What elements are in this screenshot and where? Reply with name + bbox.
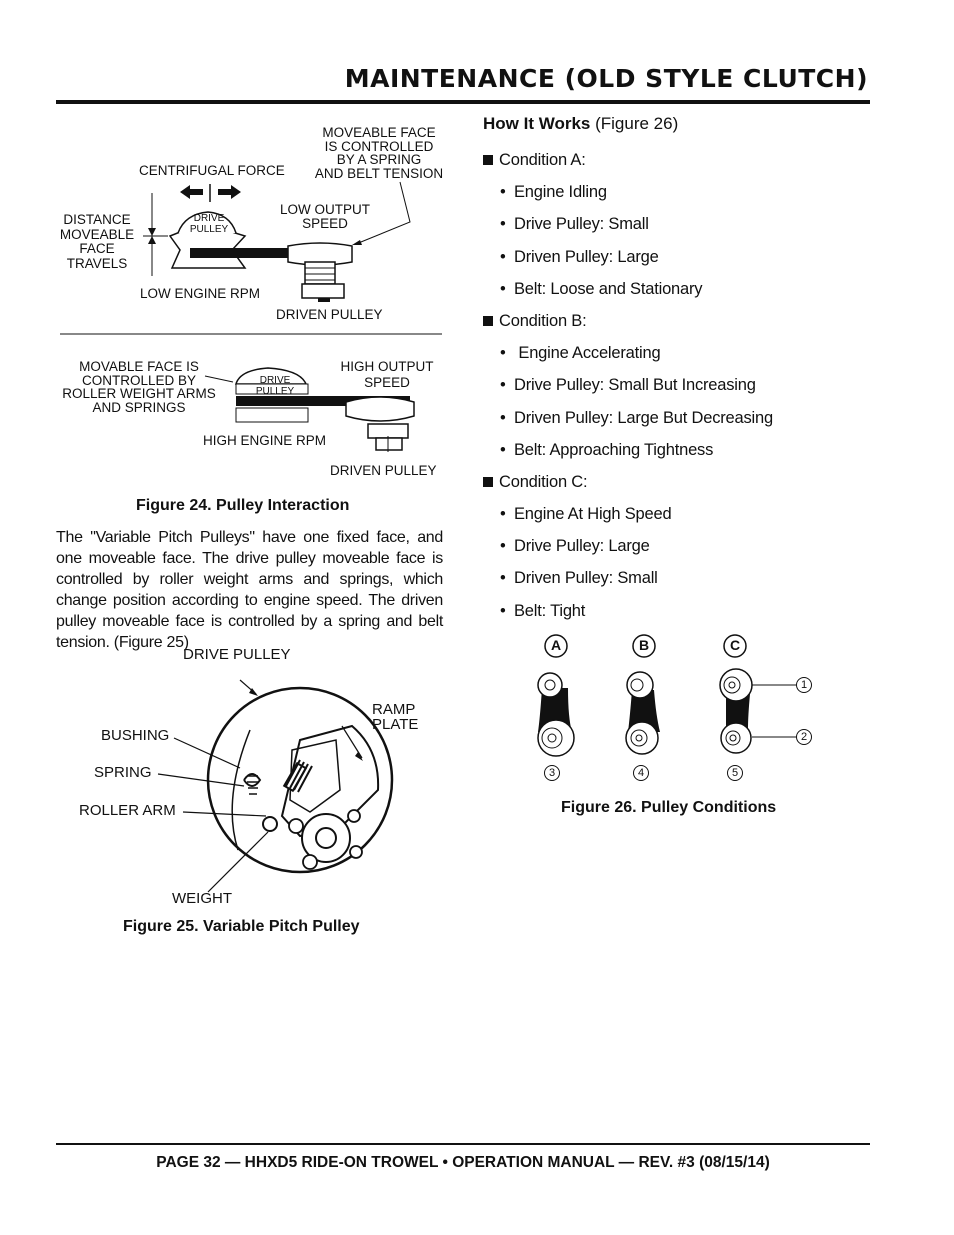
centrifugal-force-label: CENTRIFUGAL FORCE [139,163,285,178]
page-title: MAINTENANCE (OLD STYLE CLUTCH) [344,64,868,93]
weight-callout: WEIGHT [172,890,232,907]
driven-pulley-label-bottom: DRIVEN PULLEY [330,463,437,478]
drive-pulley-label-top: DRIVE PULLEY [189,213,229,235]
figure-24 [0,0,460,520]
list-item: • Drive Pulley: Large [500,537,650,556]
label-b: B [638,637,650,653]
conditions-list [483,148,863,631]
list-item: • Belt: Tight [500,601,586,620]
label-a: A [550,637,562,653]
list-item: • Driven Pulley: Large [500,247,659,266]
centrifugal-force-arrows [180,184,241,202]
callout-2: 2 [800,731,808,743]
page-footer: PAGE 32 — HHXD5 RIDE-ON TROWEL • OPERATION MANUAL — REV. #3 (08/15/14) [156,1154,770,1171]
list-item: • Drive Pulley: Small But Increasing [500,376,756,395]
spring-callout: SPRING [94,764,152,781]
low-engine-label: LOW ENGINE RPM [140,286,261,301]
condition-c: Condition C: [483,470,863,502]
travel-arrows [143,193,168,276]
figure-26-caption: Figure 26. Pulley Conditions [561,799,777,816]
distance-label: DISTANCE MOVEABLE FACE TRAVELS [59,212,135,271]
figure-25-caption: Figure 25. Variable Pitch Pulley [123,918,360,935]
list-item: • Engine At High Speed [500,505,672,524]
list-item: • Belt: Loose and Stationary [500,279,703,298]
callout-4: 4 [637,767,645,779]
list-item: • Engine Idling [500,183,607,202]
movable-face-label: MOVABLE FACE IS CONTROLLED BY ROLLER WEIGHT ARMS AND SPRINGS [62,359,216,415]
callout-5: 5 [731,767,739,779]
driven-pulley-high [346,397,414,452]
body-paragraph: The "Variable Pitch Pulleys" have one fixed face, and one moveable face. The drive pulley moveable face is controlled by roller weight arms and springs, which change position according to engine speed. The driven pulley moveable face is controlled by a spring and belt tension. (Figure 25) [56,529,443,651]
callout-3: 3 [548,767,556,779]
figure-25 [0,640,460,920]
figure-24-caption: Figure 24. Pulley Interaction [136,497,350,514]
how-it-works-heading: How It Works (Figure 26) [483,114,679,133]
footer-rule [56,1143,870,1145]
drive-pulley-callout: DRIVE PULLEY [183,646,291,663]
drive-pulley-label-bottom: DRIVE PULLEY [255,375,295,397]
roller-arm-callout: ROLLER ARM [79,802,176,819]
list-item: • Engine Accelerating [500,344,661,363]
variable-pitch-pulley-drawing [0,640,460,920]
list-item: • Driven Pulley: Large But Decreasing [500,408,773,427]
list-item: • Belt: Approaching Tightness [500,440,714,459]
bushing-callout: BUSHING [101,727,170,744]
high-output-label: HIGH OUTPUT SPEED [340,359,434,390]
list-item: • Drive Pulley: Small [500,215,649,234]
condition-a: Condition A: [483,148,863,180]
moveable-face-label: MOVEABLE FACE IS CONTROLLED BY A SPRING AND BELT TENSION [314,125,444,181]
list-item: • Driven Pulley: Small [500,569,658,588]
condition-b: Condition B: [483,309,863,341]
low-output-label: LOW OUTPUT SPEED [280,202,370,231]
label-c: C [729,637,741,653]
high-engine-label: HIGH ENGINE RPM [203,433,327,448]
driven-pulley-label-top: DRIVEN PULLEY [276,307,383,322]
ramp-plate-callout: RAMP PLATE [372,701,419,733]
driven-pulley-low [288,243,352,302]
figure-26 [520,628,820,788]
callout-1: 1 [800,679,808,691]
